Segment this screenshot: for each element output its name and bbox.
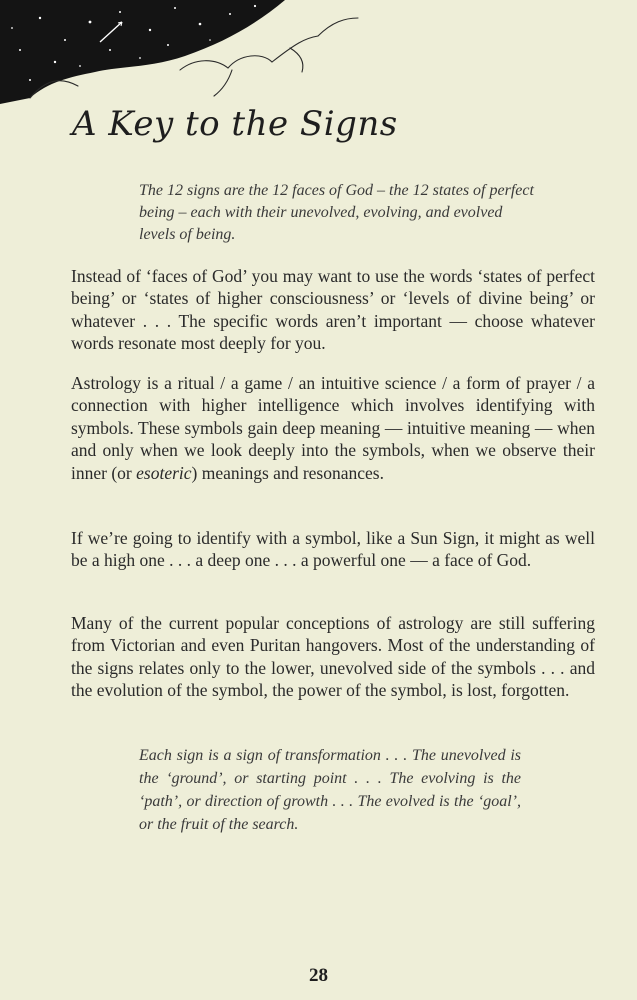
night-sky-illustration	[0, 0, 400, 110]
epigraph-quote: The 12 signs are the 12 faces of God – the 12 states of perfect being – each with their unevolved, evolving, and evolved levels of being.	[139, 182, 534, 243]
paragraph-faces-of-god: Instead of ‘faces of God’ you may want to use the words ‘states of perfect being’ or ‘states of higher consciousness’ or ‘levels of divine being’ or whatever . . . The specific words aren’t important — choose whatever words resonate most deeply for you.	[71, 266, 595, 354]
page-number: 28	[309, 965, 328, 986]
closing-quote: Each sign is a sign of transformation . . . The unevolved is the ‘ground’, or starting point . . . The evolving is the ‘path’, or direction of growth . . . The evolved is the ‘goal’, or the fruit of the search.	[139, 747, 521, 833]
paragraph-identify-symbol: If we’re going to identify with a symbol, like a Sun Sign, it might as well be a high one . . . a deep one . . . a powerful one — a face of God.	[71, 528, 595, 571]
paragraph-astrology-ritual	[71, 372, 595, 484]
page-title: A Key to the Signs	[72, 104, 398, 144]
emphasized-word: esoteric	[136, 462, 192, 483]
paragraph-text-start: Astrology is a ritual / a game / an intuitive science / a form of prayer / a connection with higher intelligence which involves identifying with symbols. These symbols gain deep meaning — intuitive meaning — when and only when we look deeply into the symbols, when we observe their inner (or	[71, 373, 595, 483]
paragraph-text-end: ) meanings and resonances.	[191, 462, 384, 483]
paragraph-popular-conceptions: Many of the current popular conceptions of astrology are still suffering from Victorian and even Puritan hangovers. Most of the understanding of the signs relates only to the lower, unevolved side of the symbols . . . and the evolution of the symbol, the power of the symbol, is lost, forgotten.	[71, 613, 595, 701]
